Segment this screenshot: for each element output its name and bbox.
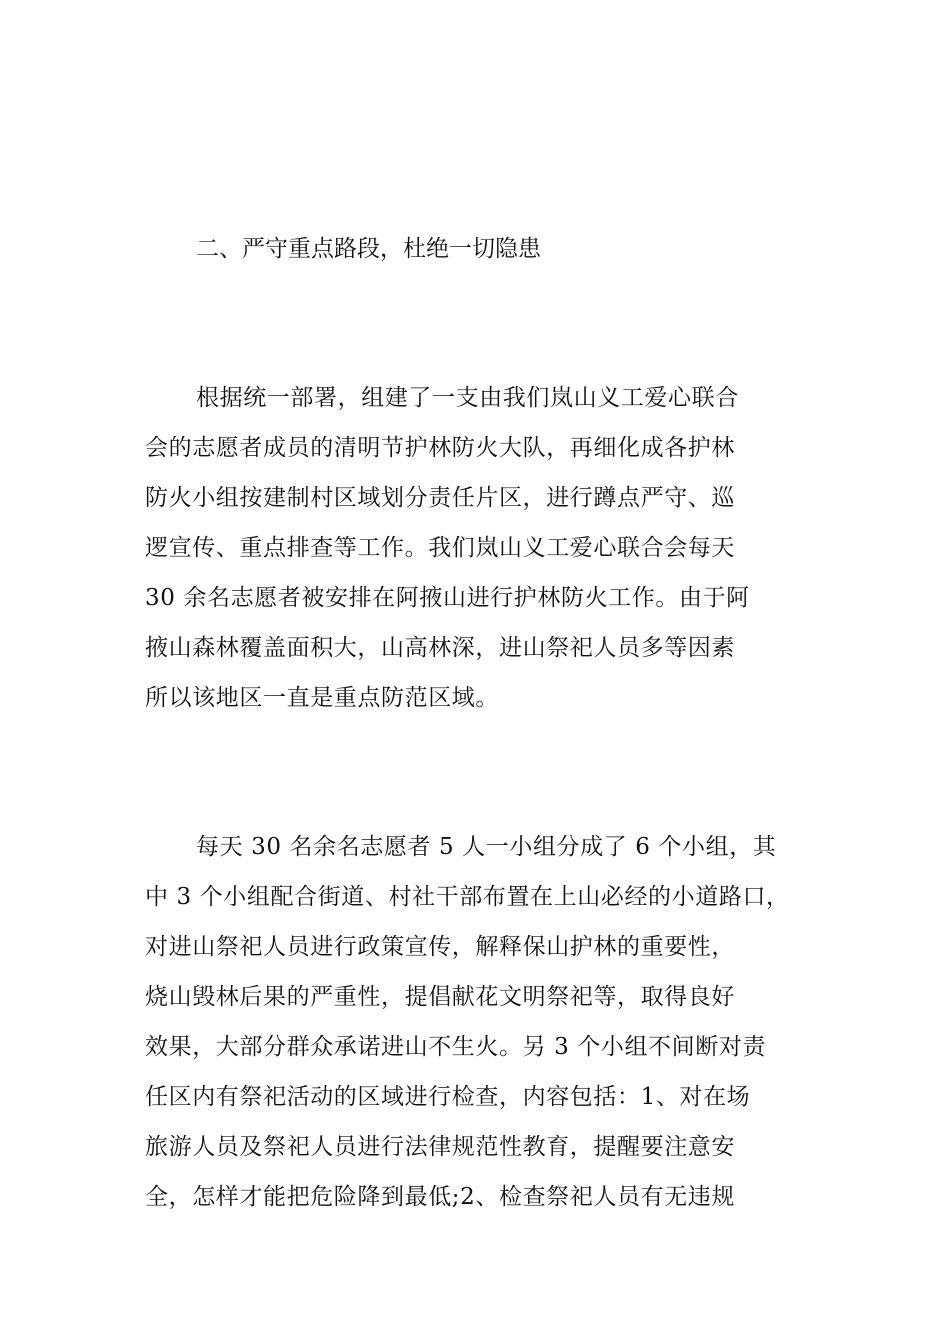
paragraph-deployment <box>145 380 815 730</box>
paragraph-line: 会的志愿者成员的清明节护林防火大队，再细化成各护林 <box>145 435 735 461</box>
paragraph-line: 每天 30 名余名志愿者 5 人一小组分成了 6 个小组，其 <box>196 834 777 860</box>
paragraph-line: 全，怎样才能把危险降到最低;2、检查祭祀人员有无违规 <box>145 1184 735 1210</box>
paragraph-line: 旅游人员及祭祀人员进行法律规范性教育，提醒要注意安 <box>145 1134 735 1160</box>
paragraph-line: 效果，大部分群众承诺进山不生火。另 3 个小组不间断对责 <box>145 1034 767 1060</box>
paragraph-line: 防火小组按建制村区域划分责任片区，进行蹲点严守、巡 <box>145 485 735 511</box>
paragraph-line: 掖山森林覆盖面积大，山高林深，进山祭祀人员多等因素 <box>145 635 735 661</box>
paragraph-line: 对进山祭祀人员进行政策宣传，解释保山护林的重要性， <box>145 934 735 960</box>
paragraph-line: 根据统一部署，组建了一支由我们岚山义工爱心联合 <box>196 385 739 411</box>
paragraph-line: 任区内有祭祀活动的区域进行检查，内容包括：1、对在场 <box>145 1084 751 1110</box>
paragraph-line: 烧山毁林后果的严重性，提倡献花文明祭祀等，取得良好 <box>145 984 735 1010</box>
paragraph-line: 30 余名志愿者被安排在阿掖山进行护林防火工作。由于阿 <box>145 585 750 611</box>
section-heading: 二、严守重点路段，杜绝一切隐患 <box>196 236 541 262</box>
paragraph-line: 逻宣传、重点排查等工作。我们岚山义工爱心联合会每天 <box>145 535 735 561</box>
paragraph-volunteer-groups <box>145 829 815 1229</box>
paragraph-line: 所以该地区一直是重点防范区域。 <box>145 685 499 711</box>
paragraph-line: 中 3 个小组配合街道、村社干部布置在上山必经的小道路口， <box>145 884 790 910</box>
